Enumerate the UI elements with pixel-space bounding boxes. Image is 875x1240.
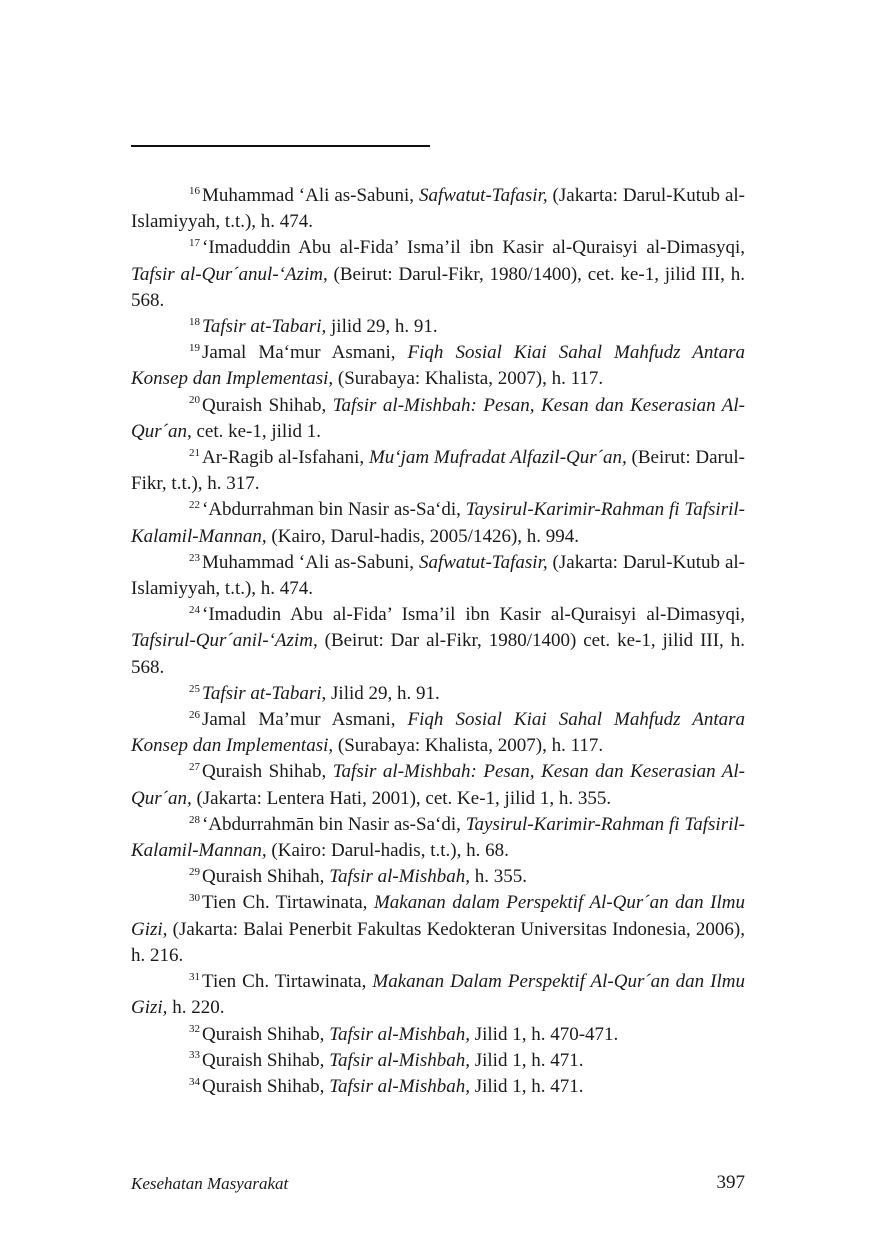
footnote-text: Jilid 1, h. 471. bbox=[469, 1049, 584, 1071]
footnote-text: (Kairo: Darul-hadis, t.t.), h. 68. bbox=[266, 840, 509, 862]
footnote-21 bbox=[131, 445, 745, 497]
footnote-title: Makanan Dalam Perspektif Al-Qur´an dan Ilmu Gizi, bbox=[131, 971, 745, 1019]
footnote-text: (Jakarta: Lentera Hati, 2001), cet. Ke-1, jilid 1, h. 355. bbox=[191, 787, 612, 809]
footnote-16 bbox=[131, 183, 745, 235]
footnote-number: 18 bbox=[189, 315, 200, 328]
footnote-text: h. 355. bbox=[469, 866, 527, 888]
footnote-30 bbox=[131, 890, 745, 969]
footnote-22 bbox=[131, 497, 745, 549]
footnote-number: 32 bbox=[189, 1023, 200, 1036]
footnote-27 bbox=[131, 759, 745, 811]
footnotes-list bbox=[131, 183, 745, 1100]
footnote-number: 26 bbox=[189, 708, 200, 721]
footnote-number: 19 bbox=[189, 341, 200, 354]
footnote-text: (Jakarta: Balai Penerbit Fakultas Kedokteran Universitas Indonesia, 2006), h. 216. bbox=[131, 918, 745, 966]
footnote-number: 28 bbox=[189, 813, 200, 826]
footnote-18 bbox=[131, 314, 745, 340]
footnote-text: Jamal Ma‘mur Asmani, bbox=[202, 342, 408, 364]
footnote-text: , (Kairo, Darul-hadis, 2005/1426), h. 994. bbox=[261, 525, 580, 547]
footnote-text: Jamal Ma’mur Asmani, bbox=[202, 709, 408, 731]
footnote-title: Tafsir al-Mishbah: Pesan, Kesan dan Keserasian Al-Qur´an, bbox=[131, 761, 746, 809]
footnote-20 bbox=[131, 393, 745, 445]
footnote-number: 34 bbox=[189, 1075, 200, 1088]
footnote-text: Muhammad ‘Ali as-Sabuni, bbox=[202, 185, 419, 206]
footnote-text: jilid 29, h. 91. bbox=[326, 316, 438, 338]
footnote-title: Tafsir al-Mishbah, bbox=[329, 1075, 470, 1097]
footnote-28 bbox=[131, 812, 745, 864]
footnote-text: , (Surabaya: Khalista, 2007), h. 117. bbox=[328, 735, 604, 757]
page-number: 397 bbox=[716, 1172, 745, 1193]
running-title: Kesehatan Masyarakat bbox=[131, 1174, 289, 1193]
footnote-text: Muhammad ‘Ali as-Sabuni, bbox=[202, 551, 419, 573]
footnote-title: Taysirul-Karimir-Rahman fi Tafsiril-Kalamil-Mannan bbox=[131, 499, 745, 547]
footnote-text: Jilid 1, h. 470-471. bbox=[469, 1023, 619, 1045]
footnote-text: Ar-Ragib al-Isfahani, bbox=[202, 447, 369, 469]
footnote-text: Quraish Shihab, bbox=[202, 761, 333, 783]
footnote-title: Mu‘jam Mufradat Alfazil-Qur´an, bbox=[368, 447, 627, 469]
footnote-title: Tafsirul-Qur´anil-‘Azim bbox=[131, 630, 313, 652]
footnote-title: Tafsir al-Qur´anul-‘Azim bbox=[131, 263, 323, 285]
footnote-text: Quraish Shihab, bbox=[202, 1075, 330, 1097]
footnote-number: 21 bbox=[189, 446, 200, 459]
footnote-text: cet. ke-1, jilid 1. bbox=[191, 420, 321, 442]
footnote-25 bbox=[131, 681, 745, 707]
footnote-32 bbox=[131, 1022, 745, 1048]
footnote-26 bbox=[131, 707, 745, 759]
footnote-title: Fiqh Sosial Kiai Sahal Mahfudz Antara Konsep dan Implementasi bbox=[131, 342, 746, 390]
footnote-title: Safwatut-Tafasir, bbox=[418, 185, 548, 206]
footnote-title: Makanan dalam Perspektif Al-Qur´an dan Ilmu Gizi, bbox=[131, 892, 745, 940]
footnote-title: Tafsir al-Mishbah, bbox=[329, 866, 470, 888]
footnote-title: Tafsir at-Tabari bbox=[202, 682, 322, 704]
footnote-33 bbox=[131, 1048, 745, 1074]
footnote-34 bbox=[131, 1074, 745, 1100]
footnote-number: 24 bbox=[189, 603, 200, 616]
footnote-24 bbox=[131, 602, 745, 681]
footnote-number: 25 bbox=[189, 682, 200, 695]
footnote-text: Quraish Shihah, bbox=[202, 866, 330, 888]
footnote-number: 16 bbox=[189, 184, 200, 197]
footnote-text: Quraish Shihab, bbox=[202, 394, 333, 416]
footnote-title: Tafsir al-Mishbah, bbox=[329, 1023, 470, 1045]
footnote-separator-rule bbox=[131, 145, 430, 147]
footnote-text: , Jilid 29, h. 91. bbox=[321, 682, 440, 704]
footnote-title: Tafsir at-Tabari, bbox=[202, 316, 327, 338]
footnote-number: 17 bbox=[189, 237, 200, 250]
footnote-text: (Jakarta: Darul-Kutub al-Islamiyyah, t.t.), h. 474. bbox=[131, 551, 745, 600]
footnote-title: Tafsir al-Mishbah, bbox=[329, 1049, 470, 1071]
footnote-title: Fiqh Sosial Kiai Sahal Mahfudz Antara Konsep dan Implementasi bbox=[131, 709, 746, 757]
footnote-number: 20 bbox=[189, 394, 200, 407]
footnote-text: ‘Imaduddin Abu al-Fida’ Isma’il ibn Kasir al-Quraisyi al-Dimasyqi, bbox=[202, 237, 745, 259]
footnote-text: , (Beirut: Dar al-Fikr, 1980/1400) cet. ke-1, jilid III, h. 568. bbox=[131, 630, 745, 678]
footnote-text: Tien Ch. Tirtawinata, bbox=[202, 971, 373, 993]
footnote-number: 33 bbox=[189, 1049, 200, 1062]
footnote-text: Tien Ch. Tirtawinata, bbox=[202, 892, 374, 914]
footnote-text: ‘Abdurrahmān bin Nasir as-Sa‘di, bbox=[202, 813, 466, 835]
footnote-number: 22 bbox=[189, 499, 200, 512]
footnote-19 bbox=[131, 340, 745, 392]
footnote-text: Quraish Shihab, bbox=[202, 1049, 330, 1071]
footnote-title: Safwatut-Tafasir, bbox=[418, 551, 548, 573]
footnote-text: (Beirut: Darul-Fikr, t.t.), h. 317. bbox=[131, 447, 745, 495]
footnote-text: (Jakarta: Darul-Kutub al-Islamiyyah, t.t.), h. 474. bbox=[131, 185, 745, 233]
footnote-text: , (Beirut: Darul-Fikr, 1980/1400), cet. ke-1, jilid III, h. 568. bbox=[131, 263, 745, 311]
footnote-31 bbox=[131, 969, 745, 1021]
footnote-number: 29 bbox=[189, 865, 200, 878]
footnote-text: , (Surabaya: Khalista, 2007), h. 117. bbox=[328, 368, 604, 390]
footnote-number: 31 bbox=[189, 970, 200, 983]
footnote-text: Jilid 1, h. 471. bbox=[469, 1075, 584, 1097]
footnote-number: 30 bbox=[189, 892, 200, 905]
footnote-title: Tafsir al-Mishbah: Pesan, Kesan dan Keserasian Al-Qur´an, bbox=[131, 394, 746, 442]
footnote-title: Taysirul-Karimir-Rahman fi Tafsiril- Kalamil-Mannan, bbox=[131, 813, 745, 862]
footnote-29 bbox=[131, 864, 745, 890]
footnote-number: 27 bbox=[189, 761, 200, 774]
footnote-text: ‘Abdurrahman bin Nasir as-Sa‘di, bbox=[202, 499, 466, 521]
footnote-text: h. 220. bbox=[167, 997, 225, 1019]
footnote-23 bbox=[131, 550, 745, 602]
footnote-17 bbox=[131, 235, 745, 314]
footnote-text: ‘Imadudin Abu al-Fida’ Isma’il ibn Kasir al-Quraisyi al-Dimasyqi, bbox=[202, 604, 745, 626]
footnote-number: 23 bbox=[189, 551, 200, 564]
footnote-text: Quraish Shihab, bbox=[202, 1023, 330, 1045]
